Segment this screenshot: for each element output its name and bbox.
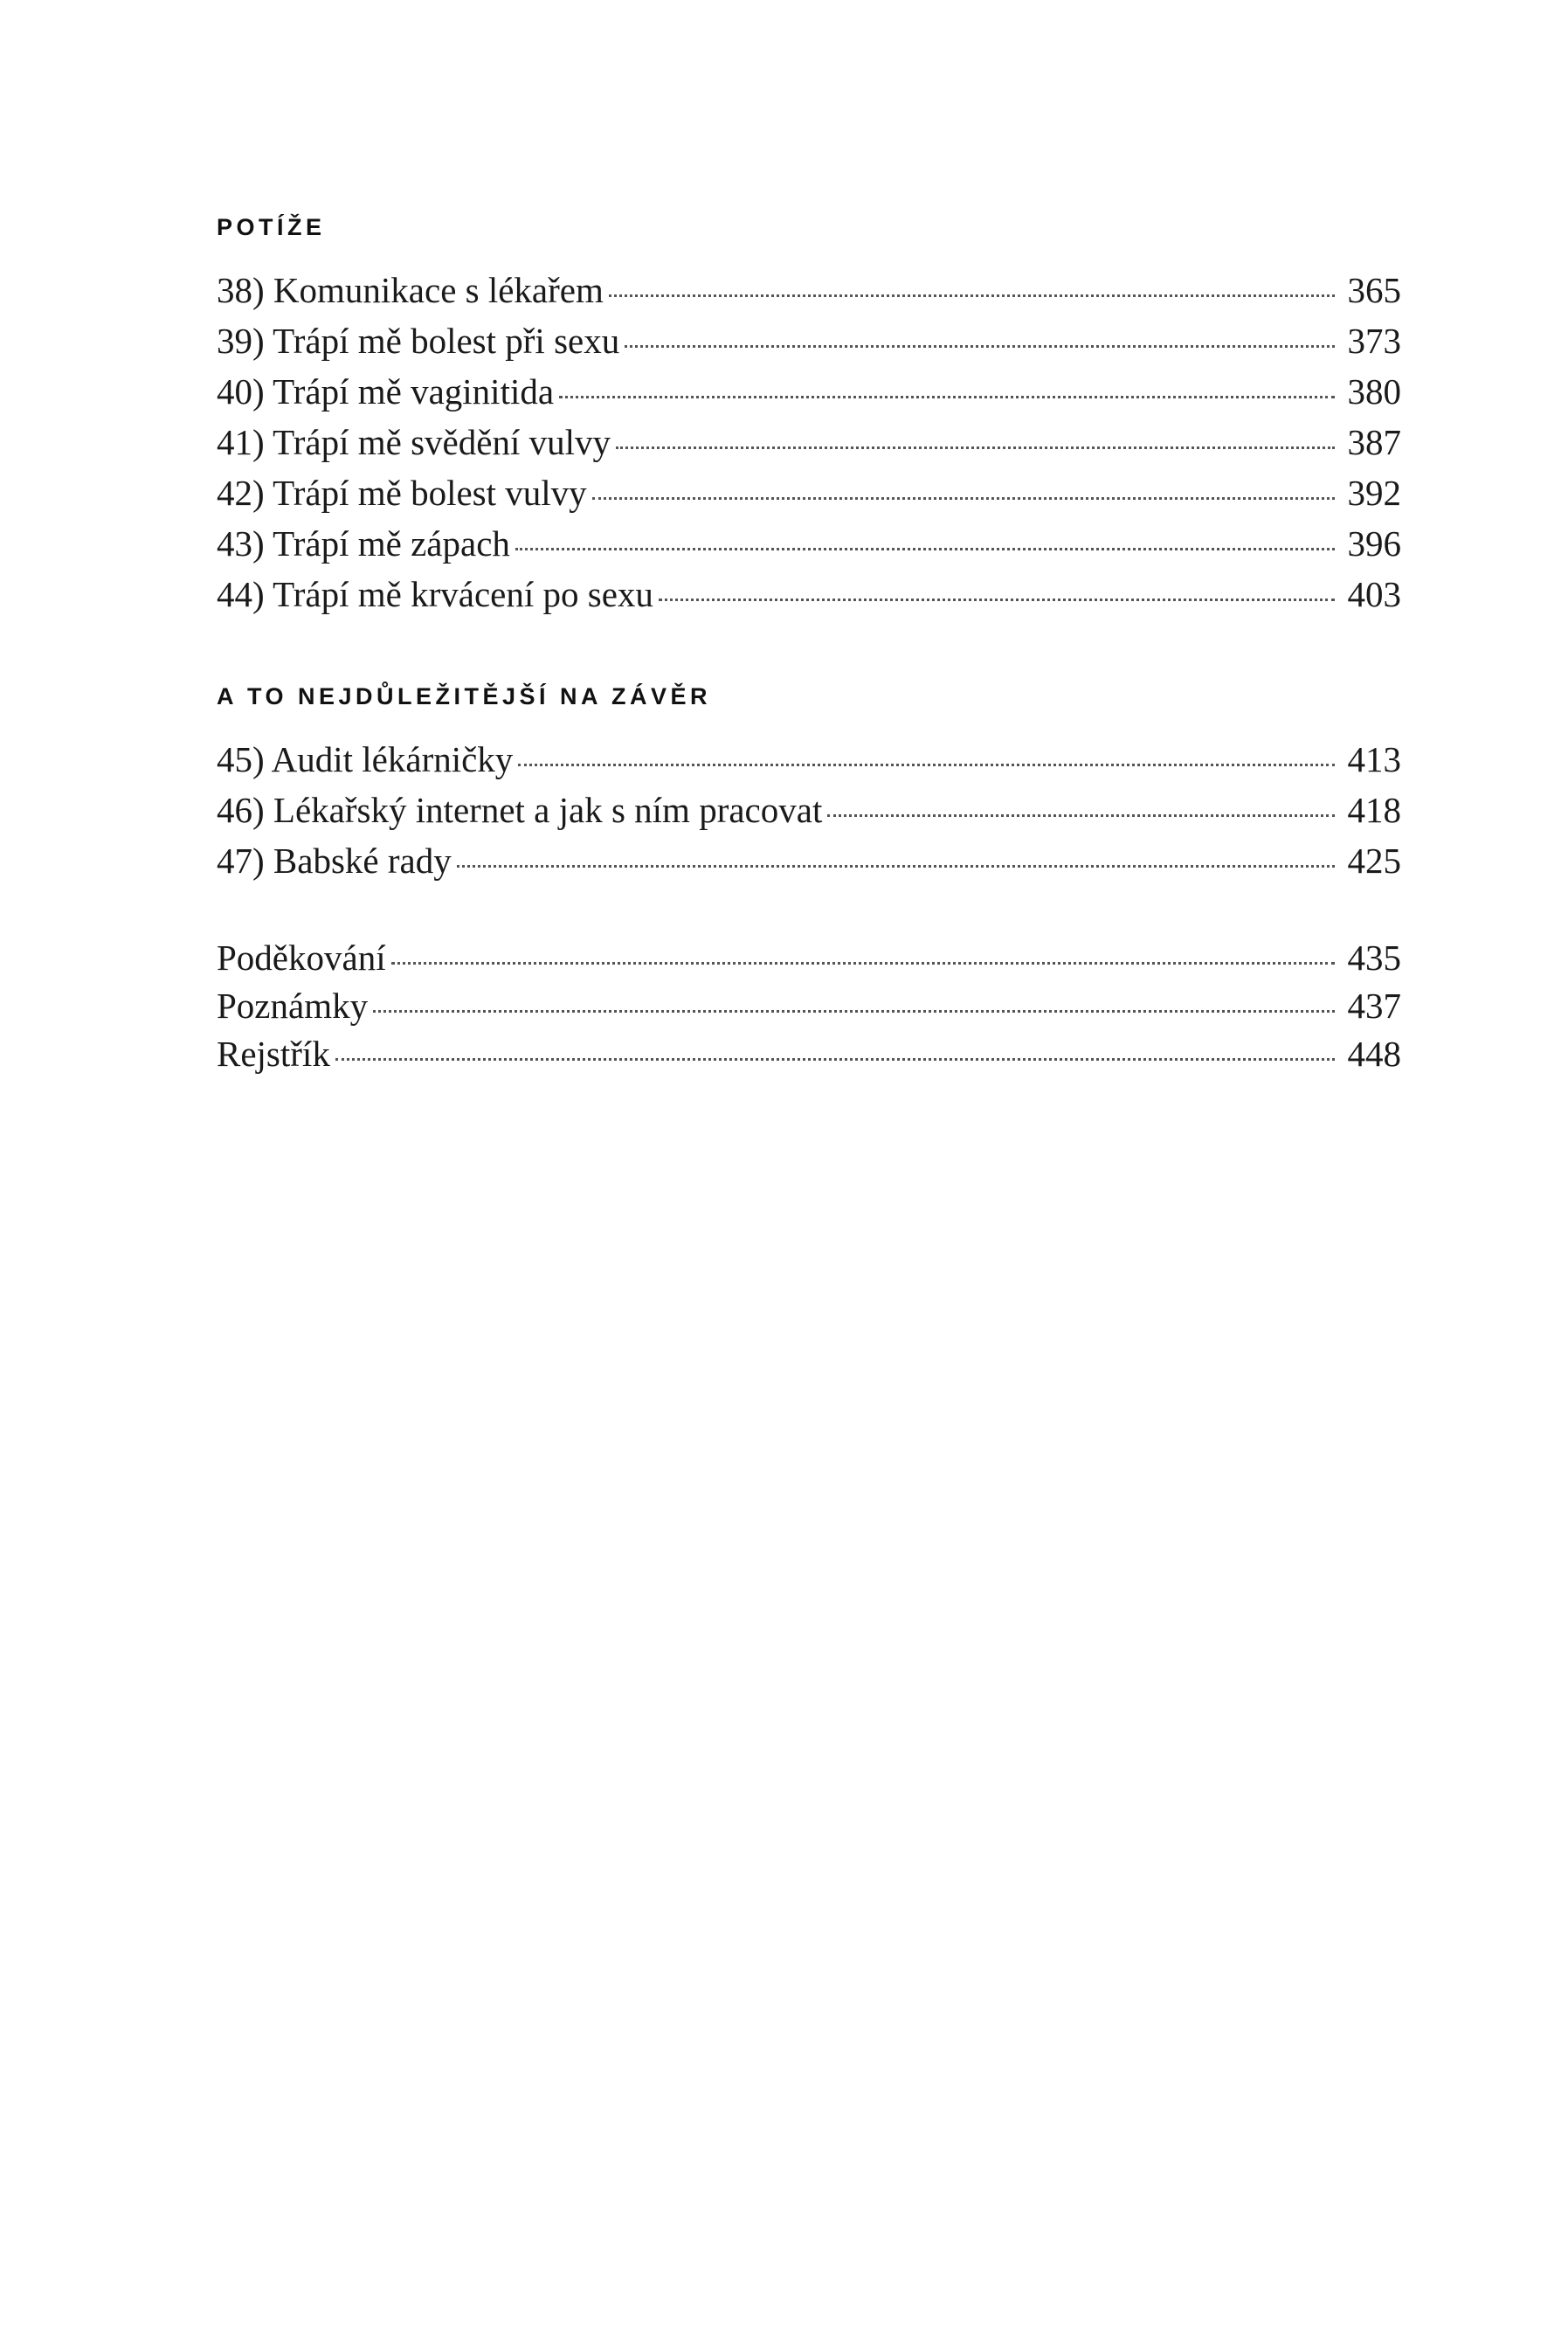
toc-entry-title: 47) Babské rady <box>217 841 452 881</box>
dot-leader <box>518 764 1335 766</box>
toc-entry-page: 425 <box>1347 841 1401 881</box>
dot-leader <box>827 814 1335 817</box>
toc-entry[interactable] <box>217 1033 1401 1081</box>
toc-entry-page: 413 <box>1347 739 1401 779</box>
toc-entry-title: 45) Audit lékárničky <box>217 739 514 779</box>
dot-leader <box>335 1058 1335 1061</box>
toc-entry-title: 38) Komunikace s lékařem <box>217 270 604 310</box>
toc-entry-title: 40) Trápí mě vaginitida <box>217 371 555 412</box>
dot-leader <box>373 1010 1335 1013</box>
toc-entry-title: Poznámky <box>217 986 369 1026</box>
toc-entry-title: 46) Lékařský internet a jak s ním pracovat <box>217 790 823 830</box>
toc-entry[interactable] <box>217 840 1401 890</box>
toc-entry[interactable] <box>217 370 1401 421</box>
toc-entry-title: 42) Trápí mě bolest vulvy <box>217 473 587 513</box>
toc-entry[interactable] <box>217 937 1401 985</box>
toc-entry-page: 435 <box>1347 938 1401 978</box>
toc-entry[interactable] <box>217 269 1401 320</box>
dot-leader <box>616 446 1335 449</box>
toc-entry-page: 418 <box>1347 790 1401 830</box>
toc-entry-title: 41) Trápí mě svědění vulvy <box>217 422 611 462</box>
toc-entry-page: 373 <box>1347 321 1401 361</box>
toc-entry-page: 396 <box>1347 523 1401 564</box>
dot-leader <box>559 396 1335 398</box>
section-list-zaver <box>217 738 1401 890</box>
toc-entry-page: 380 <box>1347 371 1401 412</box>
toc-entry[interactable] <box>217 472 1401 522</box>
toc-entry-page: 403 <box>1347 574 1401 614</box>
dot-leader <box>625 345 1335 348</box>
toc-entry-title: 44) Trápí mě krvácení po sexu <box>217 574 653 614</box>
toc-entry-title: Poděkování <box>217 938 386 978</box>
toc-entry[interactable] <box>217 320 1401 370</box>
section-list-potize <box>217 269 1401 624</box>
toc-entry-page: 387 <box>1347 422 1401 462</box>
dot-leader <box>609 294 1335 297</box>
toc-entry[interactable] <box>217 522 1401 573</box>
toc-entry-title: Rejstřík <box>217 1034 330 1074</box>
dot-leader <box>391 962 1335 965</box>
toc-entry-title: 39) Trápí mě bolest při sexu <box>217 321 620 361</box>
toc-entry-page: 365 <box>1347 270 1401 310</box>
section-heading-zaver: A TO NEJDŮLEŽITĚJŠÍ NA ZÁVĚR <box>217 683 712 709</box>
toc-entry-title: 43) Trápí mě zápach <box>217 523 510 564</box>
toc-entry[interactable] <box>217 789 1401 840</box>
dot-leader <box>592 497 1335 500</box>
section-heading-potize: POTÍŽE <box>217 214 326 240</box>
toc-entry[interactable] <box>217 738 1401 789</box>
dot-leader <box>659 599 1335 601</box>
toc-entry-page: 392 <box>1347 473 1401 513</box>
dot-leader <box>515 548 1335 550</box>
toc-entry[interactable] <box>217 421 1401 472</box>
dot-leader <box>457 865 1335 868</box>
toc-entry[interactable] <box>217 985 1401 1033</box>
toc-entry-page: 448 <box>1347 1034 1401 1074</box>
toc-entry[interactable] <box>217 573 1401 624</box>
section-list-back-matter <box>217 937 1401 1081</box>
toc-entry-page: 437 <box>1347 986 1401 1026</box>
